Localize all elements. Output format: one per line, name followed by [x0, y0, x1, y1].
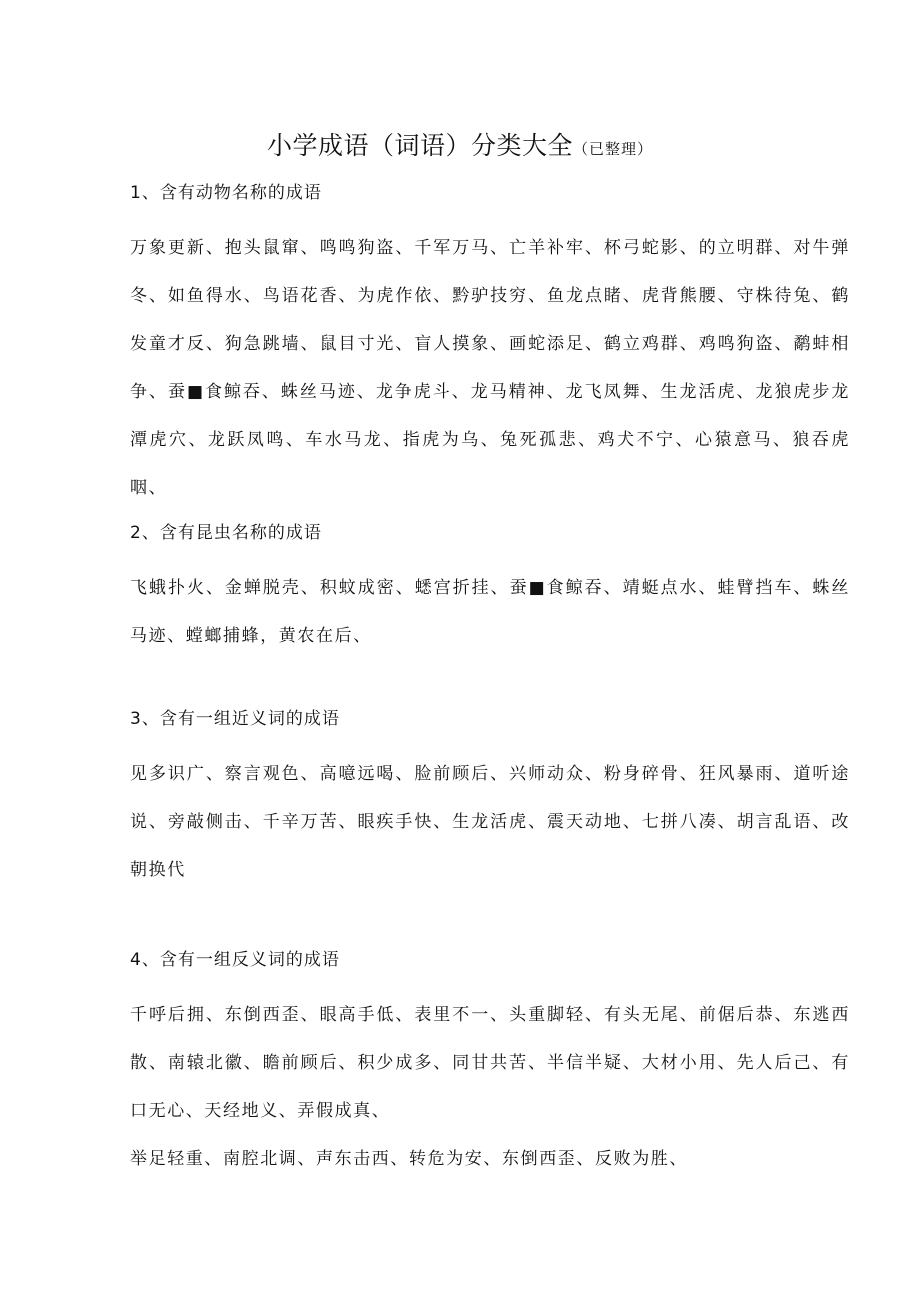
section-insects: [130, 521, 850, 660]
idiom-paragraph: 飞蛾扑火、金蝉脱壳、积蚊成密、蟋宫折挂、蚕■食鲸吞、靖蜓点水、蛙臂挡车、蛛丝马迹、螳螂捕蜂，黄农在后、: [130, 578, 850, 646]
section-heading: [130, 948, 850, 972]
section-number: 1: [130, 183, 142, 203]
section-heading: [130, 521, 850, 545]
section-heading-text: 、含有昆虫名称的成语: [141, 523, 322, 543]
idiom-paragraph: 举足轻重、南腔北调、声东击西、转危为安、东倒西歪、反败为胜、: [130, 1149, 688, 1169]
section-number: 3: [130, 709, 142, 729]
idiom-paragraph: 见多识广、察言观色、高噫远喝、脸前顾后、兴师动众、粉身碎骨、狂风暴雨、道听途说、旁敲侧击、千辛万苦、眼疾手快、生龙活虎、震天动地、七拼八凑、胡言乱语、改朝换代: [130, 764, 850, 880]
section-heading-text: 、含有一组反义词的成语: [141, 950, 340, 970]
section-heading-text: 、含有动物名称的成语: [141, 183, 322, 203]
title-main: 小学成语（词语）分类大全: [266, 131, 573, 160]
section-heading-text: 、含有一组近义词的成语: [141, 709, 340, 729]
section-heading: [130, 707, 850, 731]
section-number: 2: [130, 523, 142, 543]
section-number: 4: [130, 950, 142, 970]
section-antonyms: [130, 948, 850, 1183]
document-title: [0, 126, 920, 162]
idiom-paragraph: 万象更新、抱头鼠窜、鸣鸣狗盗、千军万马、亡羊补牢、杯弓蛇影、的立明群、对牛弹冬、如鱼得水、鸟语花香、为虎作依、黔驴技穷、鱼龙点睹、虎背熊腰、守株待兔、鹤发童才反、狗急跳墙、鼠目寸光、盲人摸象、画蛇添足、鹤立鸡群、鸡鸣狗盗、鹬蚌相争、蚕■食鲸吞、蛛丝马迹、龙争虎斗、龙马精神、龙飞凤舞、生龙活虎、龙狼虎步龙潭虎穴、龙跃凤鸣、车水马龙、指虎为乌、兔死孤悲、鸡犬不宁、心猿意马、狼吞虎咽、: [130, 238, 850, 498]
section-animals: [130, 181, 850, 512]
section-heading: [130, 181, 850, 205]
section-synonyms: [130, 707, 850, 894]
idiom-paragraph: 千呼后拥、东倒西歪、眼高手低、表里不一、头重脚轻、有头无尾、前倨后恭、东逃西散、南辕北徽、瞻前顾后、积少成多、同甘共苦、半信半疑、大材小用、先人后己、有口无心、天经地义、弄假成真、: [130, 1005, 850, 1121]
title-subtitle: （已整理）: [573, 140, 654, 158]
